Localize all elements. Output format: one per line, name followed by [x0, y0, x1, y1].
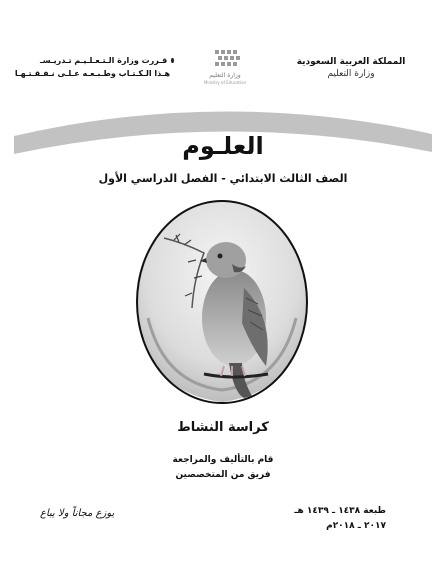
book-title: العلـوم: [182, 132, 264, 160]
edition-hijri: طبعة ١٤٣٨ ـ ١٤٣٩ هـ: [294, 506, 386, 516]
edition-gregorian: ٢٠١٧ ـ ٢٠١٨م: [326, 521, 386, 531]
free-distribution-note: يوزع مجاناً ولا يباع: [40, 508, 115, 519]
notice-line-2: هـذا الـكـتـاب وطـبـعـه عـلـى نـفـقـتـهـا: [14, 68, 170, 78]
dove-illustration: [134, 198, 310, 406]
logo-arabic-text: وزارة التعليم: [209, 72, 241, 79]
notice-line-1: قـررت وزارة الـتـعـلـيـم تـدريـسـ: [40, 55, 168, 65]
kingdom-label: المملكة العربية السعودية: [296, 57, 406, 67]
decorative-arc: [0, 0, 446, 200]
ministry-label: وزارة التعليم: [327, 69, 375, 79]
authors-line-1: قام بالتأليف والمراجعة: [172, 455, 274, 465]
book-subtitle: الصف الثالث الابتدائي - الفصل الدراسي الأول: [98, 172, 348, 185]
logo-english-text: Ministry of Education: [203, 80, 247, 85]
workbook-label: كراسة النشاط: [177, 420, 269, 435]
authors-line-2: فريق من المتخصصين: [175, 470, 271, 480]
